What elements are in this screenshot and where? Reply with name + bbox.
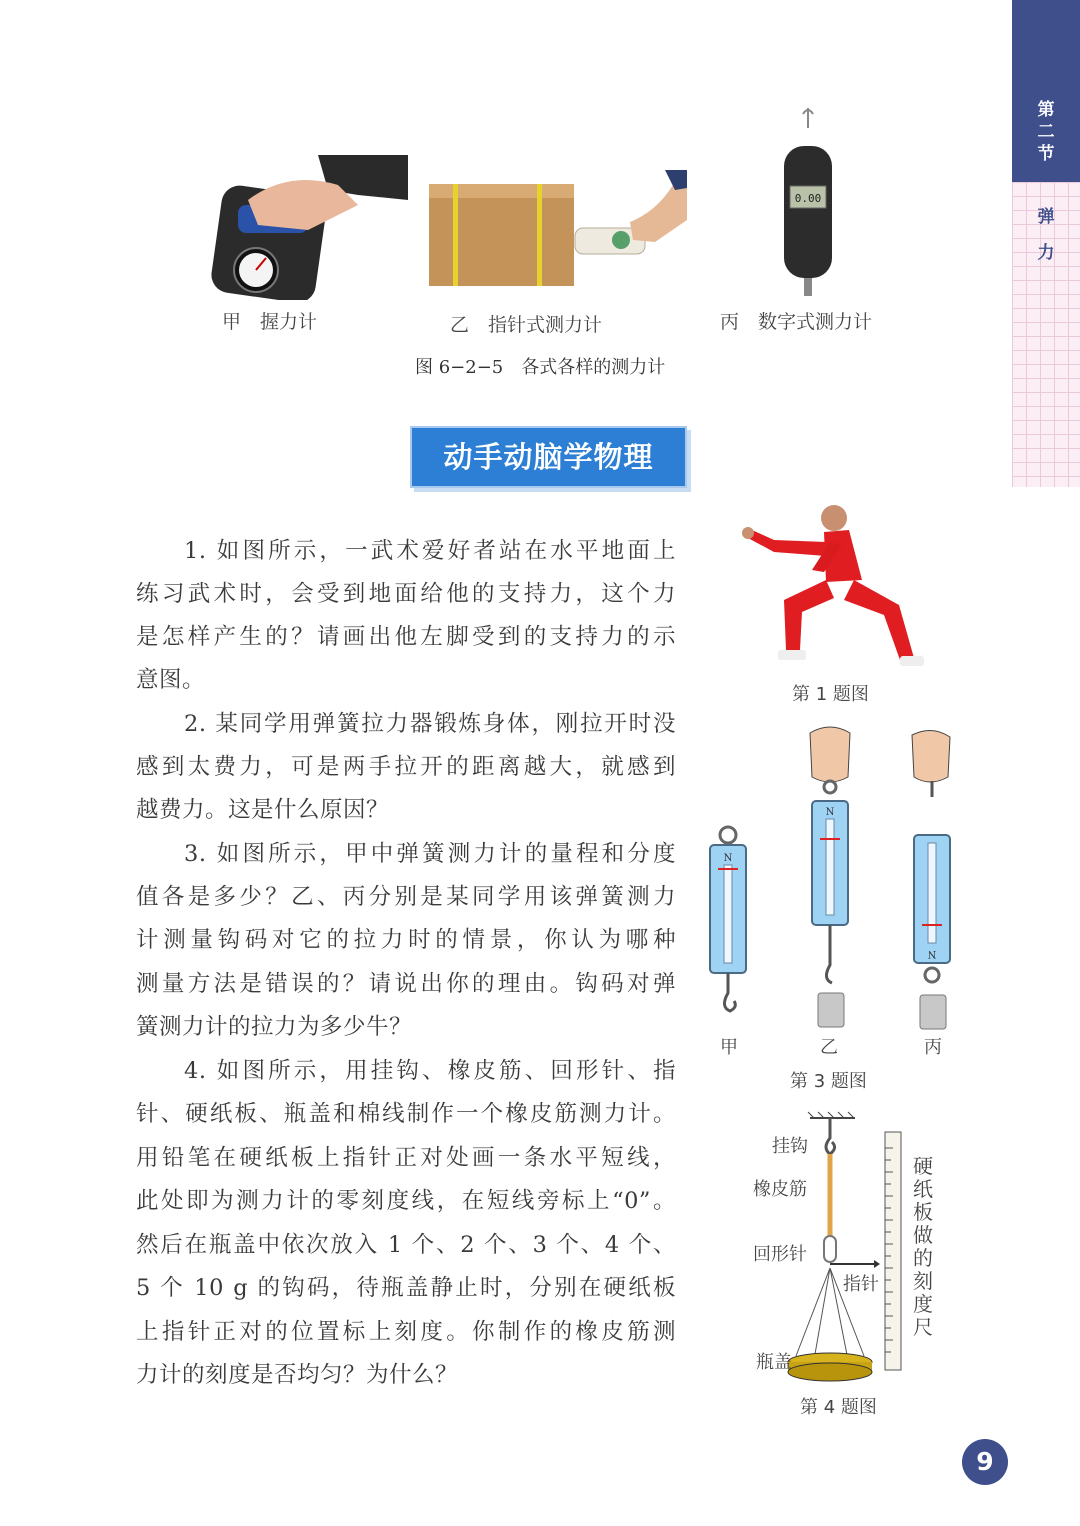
- text-line: 力计的刻度是否均匀？为什么？: [136, 1362, 459, 1388]
- ruler-char: 的: [913, 1246, 933, 1270]
- label-clip: 回形针: [753, 1244, 807, 1265]
- text-line: 3. 如图所示，甲中弹簧测力计的量程和分度: [184, 841, 676, 867]
- caption-grip-dynamometer: 甲 握力计: [222, 311, 318, 333]
- ruler-char: 纸: [913, 1177, 933, 1201]
- fig-q3-label-bing: 丙: [924, 1037, 942, 1058]
- scale-letter: N: [927, 948, 937, 959]
- text-line: 此处即为测力计的零刻度线，在短线旁标上“0”。: [136, 1188, 676, 1214]
- text-line: 值各是多少？乙、丙分别是某同学用该弹簧测力: [136, 884, 676, 910]
- label-rubber-band: 橡皮筋: [753, 1179, 807, 1200]
- text-line: 感到太费力，可是两手拉开的距离越大，就感到: [136, 754, 676, 780]
- text-line: 4. 如图所示，用挂钩、橡皮筋、回形针、指: [184, 1058, 676, 1084]
- text-line: 练习武术时，会受到地面给他的支持力，这个力: [136, 581, 676, 607]
- section-char: 第: [1037, 100, 1055, 120]
- banner-title: 动手动脑学物理: [443, 440, 654, 474]
- topic-char: 弹: [1037, 207, 1055, 227]
- text-line: 用铅笔在硬纸板上指针正对处画一条水平短线，: [136, 1145, 676, 1171]
- section-banner: [410, 426, 687, 488]
- ruler-char: 做: [913, 1223, 933, 1247]
- fig-q3-caption: 第 3 题图: [790, 1071, 867, 1092]
- page-number: 9: [962, 1439, 1008, 1485]
- fig-q3-label-yi: 乙: [820, 1037, 838, 1058]
- caption-pointer-gauge: 乙 指针式测力计: [450, 314, 603, 336]
- fig-q4-caption: 第 4 题图: [800, 1397, 877, 1418]
- ruler-char: 刻: [913, 1269, 933, 1293]
- text-line: 针、硬纸板、瓶盖和棉线制作一个橡皮筋测力计。: [136, 1101, 676, 1127]
- label-ruler: [912, 1155, 934, 1339]
- text-line: 1. 如图所示，一武术爱好者站在水平地面上: [184, 538, 676, 564]
- spring-scale-bing: [912, 730, 950, 1029]
- text-line: 2. 某同学用弹簧拉力器锻炼身体，刚拉开时没: [184, 711, 676, 737]
- text-line: 意图。: [136, 667, 206, 693]
- caption-digital-gauge: 丙 数字式测力计: [720, 311, 873, 333]
- label-hook: 挂钩: [772, 1136, 808, 1157]
- digital-readout: 0.00: [794, 192, 822, 205]
- text-line: 上指针正对的位置标上刻度。你制作的橡皮筋测: [136, 1319, 676, 1345]
- scale-letter: N: [825, 807, 835, 818]
- text-line: 簧测力计的拉力为多少牛？: [136, 1014, 413, 1040]
- martial-artist-photo: [734, 500, 929, 670]
- fig-q1-caption: 第 1 题图: [792, 684, 869, 705]
- section-char: 二: [1037, 122, 1055, 142]
- text-line: 计测量钩码对它的拉力时的情景，你认为哪种: [136, 927, 676, 953]
- pointer-force-gauge-photo: [425, 170, 687, 288]
- scale-letter: N: [723, 853, 733, 864]
- ruler-char: 度: [913, 1292, 933, 1316]
- topic-tab: [1012, 182, 1080, 487]
- topic-char: 力: [1037, 243, 1055, 263]
- text-line: 越费力。这是什么原因？: [136, 797, 390, 823]
- chapter-section-tab: [1012, 0, 1080, 182]
- text-line: 是怎样产生的？请画出他左脚受到的支持力的示: [136, 624, 676, 650]
- ruler-char: 板: [913, 1200, 933, 1224]
- section-char: 节: [1037, 144, 1055, 164]
- spring-scale-yi: [810, 727, 850, 1027]
- fig-q3-label-jia: 甲: [720, 1037, 738, 1058]
- text-line: 然后在瓶盖中依次放入 1 个、2 个、3 个、4 个、: [136, 1232, 676, 1258]
- text-line: 5 个 10 g 的钩码，待瓶盖静止时，分别在硬纸板: [136, 1275, 676, 1301]
- spring-scales-figure: [700, 725, 960, 1040]
- digital-force-gauge-photo: [780, 108, 836, 298]
- label-pointer: 指针: [843, 1274, 879, 1295]
- text-line: 测量方法是错误的？请说出你的理由。钩码对弹: [136, 971, 676, 997]
- figure-title: 图 6−2−5 各式各样的测力计: [415, 357, 666, 378]
- ruler-char: 尺: [913, 1315, 933, 1339]
- grip-dynamometer-photo: [208, 150, 408, 300]
- ruler-char: 硬: [913, 1154, 933, 1178]
- label-cap: 瓶盖: [756, 1352, 792, 1373]
- spring-scale-jia: [710, 827, 746, 1011]
